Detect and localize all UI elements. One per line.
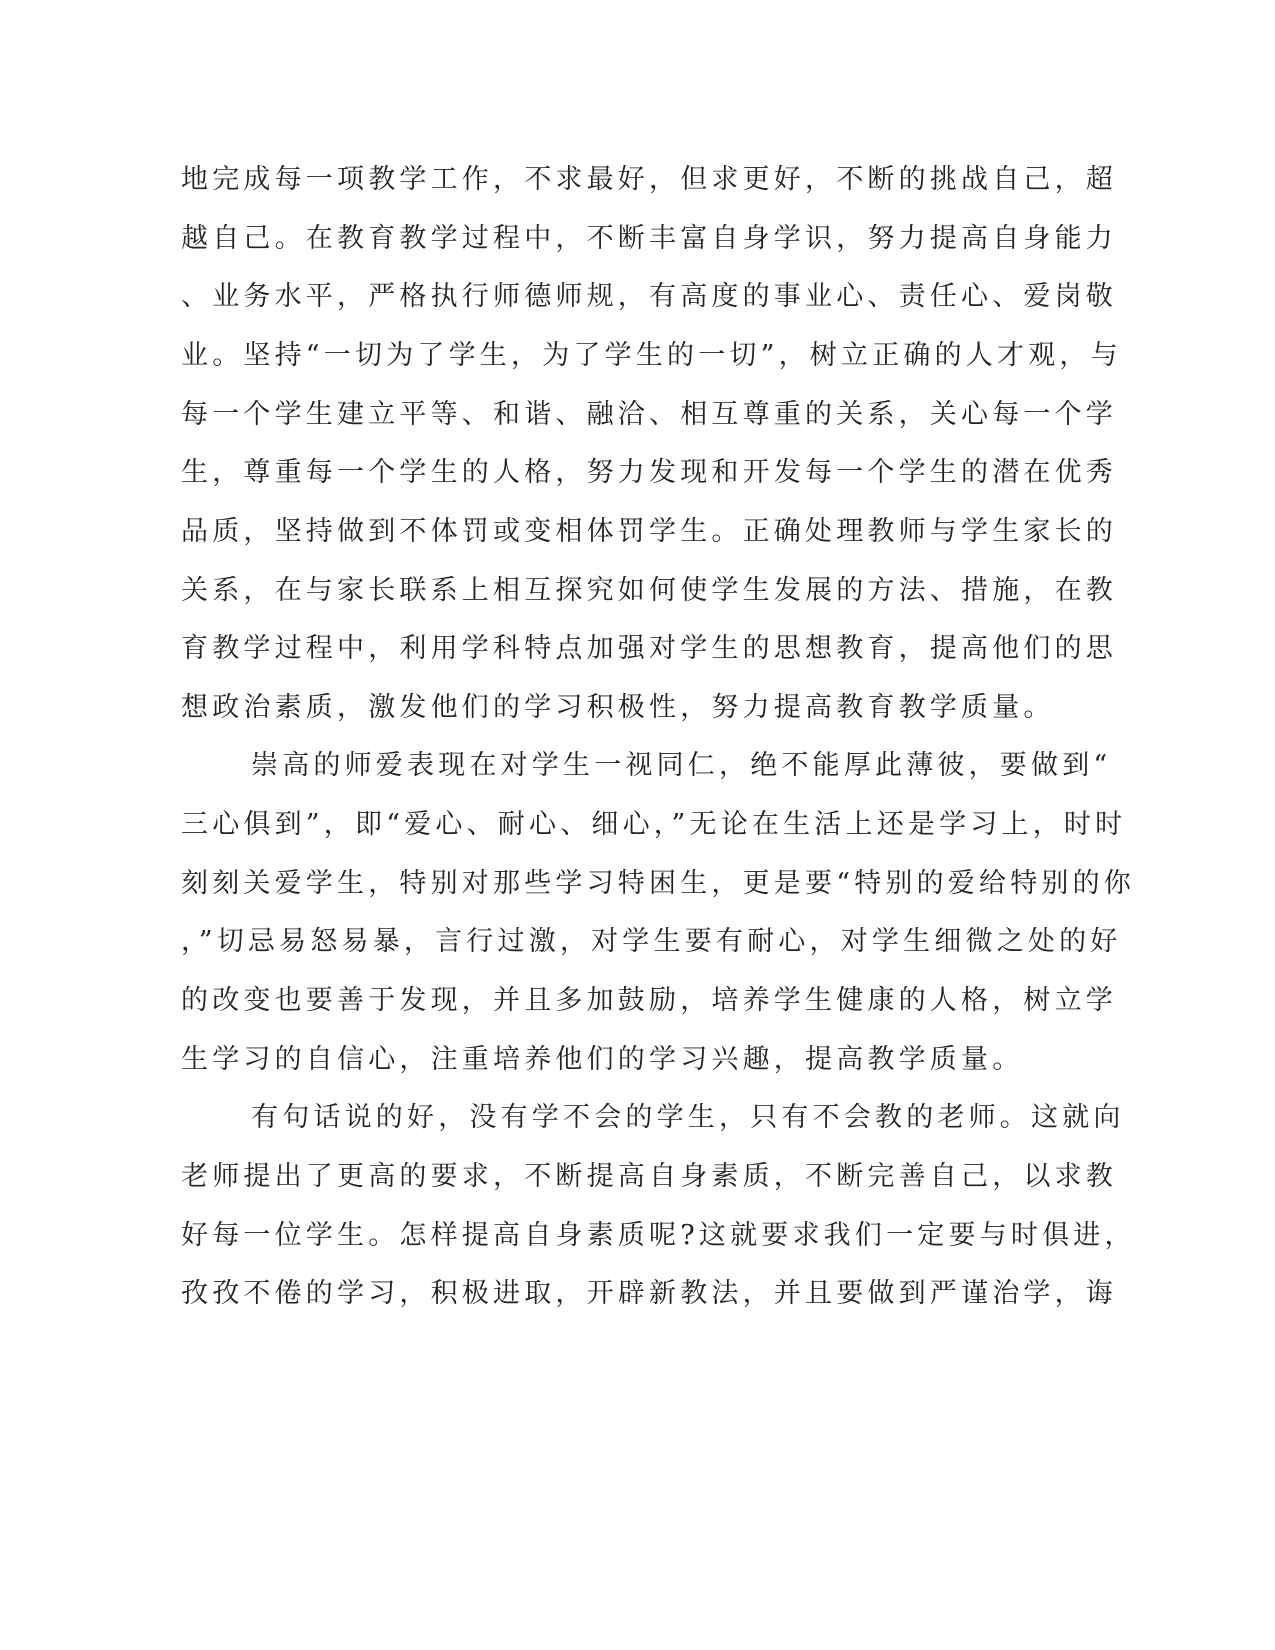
- text-line: 每一个学生建立平等、和谐、融洽、相互尊重的关系，关心每一个学: [181, 399, 1117, 430]
- text-line: 的改变也要善于发现，并且多加鼓励，培养学生健康的人格，树立学: [181, 985, 1117, 1016]
- text-line: ，”切忌易怒易暴，言行过激，对学生要有耐心，对学生细微之处的好: [181, 926, 1122, 957]
- text-line: 老师提出了更高的要求，不断提高自身素质，不断完善自己，以求教: [181, 1161, 1117, 1192]
- text-line: 关系，在与家长联系上相互探究如何使学生发展的方法、措施，在教: [181, 575, 1117, 606]
- text-line: 业。坚持“一切为了学生，为了学生的一切”，树立正确的人才观，与: [181, 340, 1122, 371]
- text-line: 三心俱到”，即“爱心、耐心、细心，”无论在生活上还是学习上，时时: [181, 809, 1127, 840]
- text-line: 孜孜不倦的学习，积极进取，开辟新教法，并且要做到严谨治学，诲: [181, 1278, 1117, 1309]
- text-line: 生，尊重每一个学生的人格，努力发现和开发每一个学生的潜在优秀: [181, 457, 1117, 488]
- text-line: 、业务水平，严格执行师德师规，有高度的事业心、责任心、爱岗敬: [181, 281, 1117, 312]
- paragraph-first-line: 有句话说的好，没有学不会的学生，只有不会教的老师。这就向: [251, 1102, 1125, 1133]
- text-line: 刻刻关爱学生，特别对那些学习特困生，更是要“特别的爱给特别的你: [181, 868, 1136, 899]
- text-line: 地完成每一项教学工作，不求最好，但求更好，不断的挑战自己，超: [181, 164, 1117, 195]
- text-line: 想政治素质，激发他们的学习积极性，努力提高教育教学质量。: [181, 692, 1055, 723]
- text-line: 好每一位学生。怎样提高自身素质呢?这就要求我们一定要与时俱进，: [181, 1220, 1136, 1251]
- text-line: 越自己。在教育教学过程中，不断丰富自身学识，努力提高自身能力: [181, 223, 1117, 254]
- paragraph-first-line: 崇高的师爱表现在对学生一视同仁，绝不能厚此薄彼，要做到“: [251, 750, 1112, 781]
- text-line: 育教学过程中，利用学科特点加强对学生的思想教育，提高他们的思: [181, 633, 1117, 664]
- text-line: 生学习的自信心，注重培养他们的学习兴趣，提高教学质量。: [181, 1044, 1024, 1075]
- text-line: 品质，坚持做到不体罚或变相体罚学生。正确处理教师与学生家长的: [181, 516, 1117, 547]
